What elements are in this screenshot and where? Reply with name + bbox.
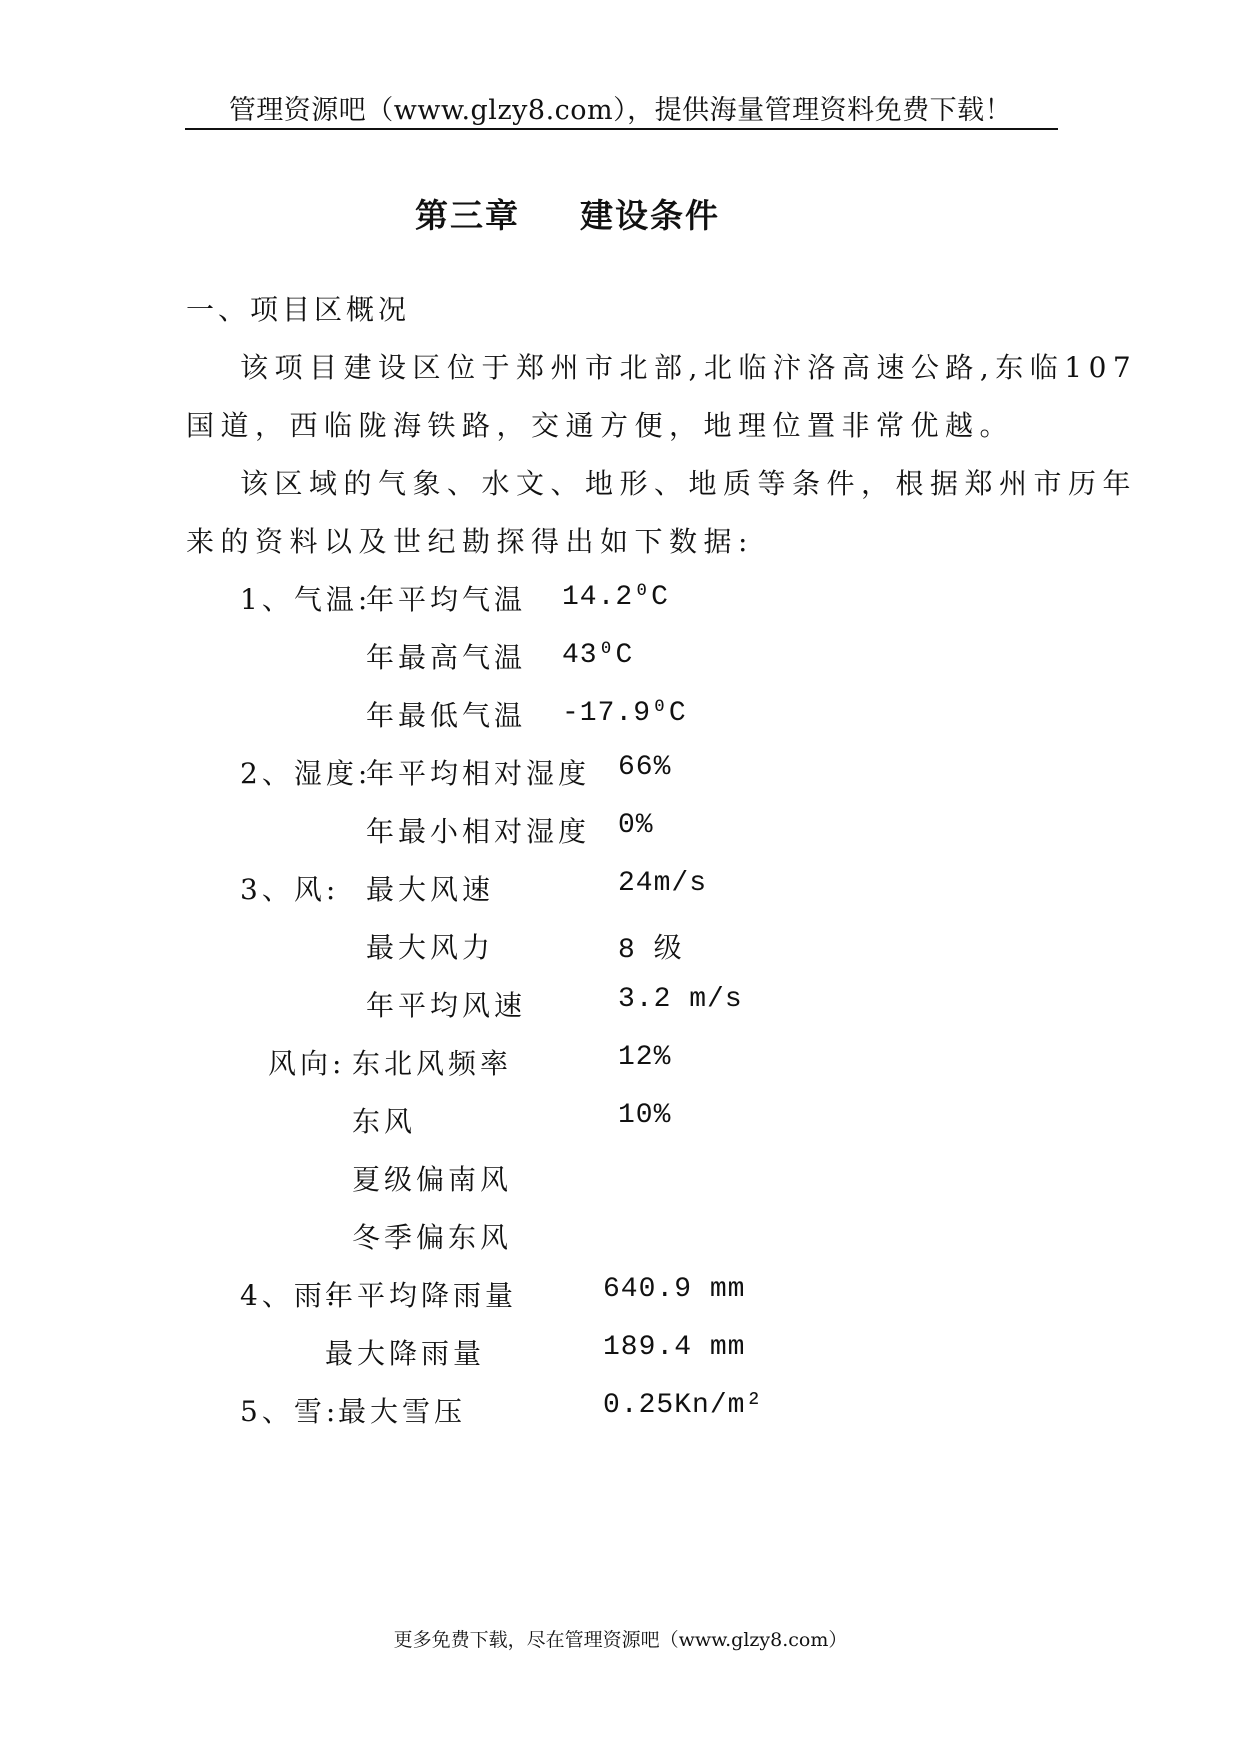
paragraph-1-line-2: 国道，西临陇海铁路，交通方便，地理位置非常优越。 <box>186 409 1015 442</box>
rain-max-label: 最大降雨量 <box>325 1337 486 1370</box>
chapter-title: 建设条件 <box>580 196 720 235</box>
page-header: 管理资源吧（www.glzy8.com），提供海量管理资料免费下载！ <box>228 95 1013 126</box>
dir-summer-label: 夏级偏南风 <box>352 1163 513 1196</box>
dir-northeast-value: 12% <box>618 1042 672 1073</box>
chapter-number: 第三章 <box>415 196 520 235</box>
temp-max-value: 43⁰C <box>562 640 634 671</box>
snow-max-label: 最大雪压 <box>338 1395 467 1428</box>
humidity-min-value: 0% <box>618 810 654 841</box>
section-heading: 一、项目区概况 <box>186 293 411 326</box>
paragraph-2-line-2: 来的资料以及世纪勘探得出如下数据: <box>186 525 754 558</box>
temp-max-label: 年最高气温 <box>366 641 527 674</box>
header-rule <box>185 128 1058 130</box>
rain-avg-value: 640.9 mm <box>603 1274 746 1305</box>
snow-label: 5、雪: <box>240 1395 340 1428</box>
wind-max-force-label: 最大风力 <box>366 931 495 964</box>
temperature-label: 1、气温: <box>240 583 372 616</box>
rain-max-value: 189.4 mm <box>603 1332 746 1363</box>
dir-northeast-label: 东北风频率 <box>352 1047 513 1080</box>
humidity-avg-label: 年平均相对湿度 <box>366 757 591 790</box>
dir-winter-label: 冬季偏东风 <box>352 1221 513 1254</box>
dir-east-value: 10% <box>618 1100 672 1131</box>
rain-avg-label: 年平均降雨量 <box>325 1279 518 1312</box>
rain-label: 4、雨: <box>240 1279 340 1312</box>
temp-min-label: 年最低气温 <box>366 699 527 732</box>
wind-direction-label: 风向: <box>268 1047 346 1080</box>
paragraph-1-line-1: 该项目建设区位于郑州市北部,北临汴洛高速公路,东临107 <box>240 351 1138 384</box>
page-footer: 更多免费下载，尽在管理资源吧（www.glzy8.com） <box>393 1629 848 1651</box>
humidity-min-label: 年最小相对湿度 <box>366 815 591 848</box>
wind-max-speed-label: 最大风速 <box>366 873 495 906</box>
wind-max-speed-value: 24m/s <box>618 868 708 899</box>
temp-avg-value: 14.2⁰C <box>562 582 669 613</box>
temp-min-value: -17.9⁰C <box>562 698 687 729</box>
wind-max-force-value: 8 级 <box>618 935 683 966</box>
snow-max-value: 0.25Kn/m² <box>603 1390 764 1421</box>
dir-east-label: 东风 <box>352 1105 417 1138</box>
wind-avg-speed-label: 年平均风速 <box>366 989 527 1022</box>
wind-label: 3、风: <box>240 873 340 906</box>
paragraph-2-line-1: 该区域的气象、水文、地形、地质等条件，根据郑州市历年 <box>240 467 1138 500</box>
humidity-avg-value: 66% <box>618 752 672 783</box>
temp-avg-label: 年平均气温 <box>366 583 527 616</box>
humidity-label: 2、湿度: <box>240 757 372 790</box>
wind-avg-speed-value: 3.2 m/s <box>618 984 743 1015</box>
